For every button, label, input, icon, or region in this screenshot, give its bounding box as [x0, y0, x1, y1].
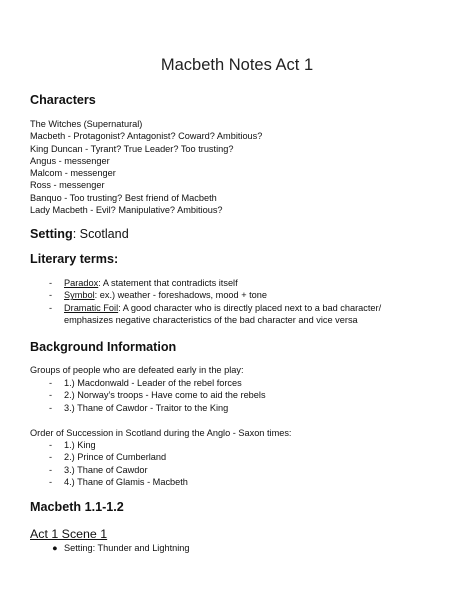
character-line: Banquo - Too trusting? Best friend of Macbeth [30, 192, 217, 203]
literary-list [64, 277, 381, 326]
setting-line [30, 227, 129, 241]
list-item: - 2.) Prince of Cumberland [64, 451, 188, 463]
bullet-text: Setting: Thunder and Lightning [64, 543, 190, 553]
background-heading: Background Information [30, 340, 177, 354]
term-definition-continued: emphasizes negative characteristics of the bad character and vice versa [64, 314, 358, 325]
list-item: - 3.) Thane of Cawdor - Traitor to the King [64, 402, 266, 414]
character-line: Malcom - messenger [30, 168, 116, 179]
character-line: Lady Macbeth - Evil? Manipulative? Ambitious? [30, 205, 223, 216]
list-item: - 2.) Norway’s troops - Have come to aid the rebels [64, 389, 266, 401]
scene-bullet-item [52, 543, 190, 553]
list-item: - 3.) Thane of Cawdor [64, 464, 188, 476]
setting-label: Setting [30, 227, 73, 241]
characters-list [30, 118, 262, 216]
characters-heading: Characters [30, 93, 96, 107]
literary-item [64, 302, 381, 314]
term-definition: : A statement that contradicts itself [98, 278, 238, 288]
page-title: Macbeth Notes Act 1 [160, 56, 314, 74]
groups-list [64, 377, 266, 414]
character-line: King Duncan - Tyrant? True Leader? Too trusting? [30, 143, 234, 154]
setting-value: : Scotland [72, 227, 129, 241]
character-line: Macbeth - Protagonist? Antagonist? Coward? Ambitious? [30, 131, 263, 142]
literary-item [64, 289, 381, 301]
term-definition: : ex.) weather - foreshadows, mood + tone [94, 290, 267, 301]
literary-item [64, 277, 381, 289]
succession-list [64, 439, 188, 488]
term-definition: : A good character who is directly placed next to a bad character/ [118, 302, 382, 313]
bullet-icon: ● [52, 543, 58, 553]
list-item: - 4.) Thane of Glamis - Macbeth [64, 476, 188, 488]
groups-intro: Groups of people who are defeated early in the play: [30, 365, 244, 375]
character-line: Angus - messenger [30, 155, 110, 166]
term-symbol: Symbol [64, 290, 95, 301]
character-line: The Witches (Supernatural) [30, 119, 143, 129]
literary-heading: Literary terms: [30, 252, 119, 266]
list-item: - 1.) King [64, 439, 188, 451]
scene-heading: Act 1 Scene 1 [30, 527, 108, 541]
character-line: Ross - messenger [30, 180, 105, 191]
term-paradox: Paradox [64, 278, 99, 288]
term-dramatic-foil: Dramatic Foil [64, 302, 119, 313]
succession-intro: Order of Succession in Scotland during the Anglo - Saxon times: [30, 428, 292, 438]
list-item: - 1.) Macdonwald - Leader of the rebel forces [64, 377, 266, 389]
section-heading: Macbeth 1.1-1.2 [30, 500, 124, 514]
